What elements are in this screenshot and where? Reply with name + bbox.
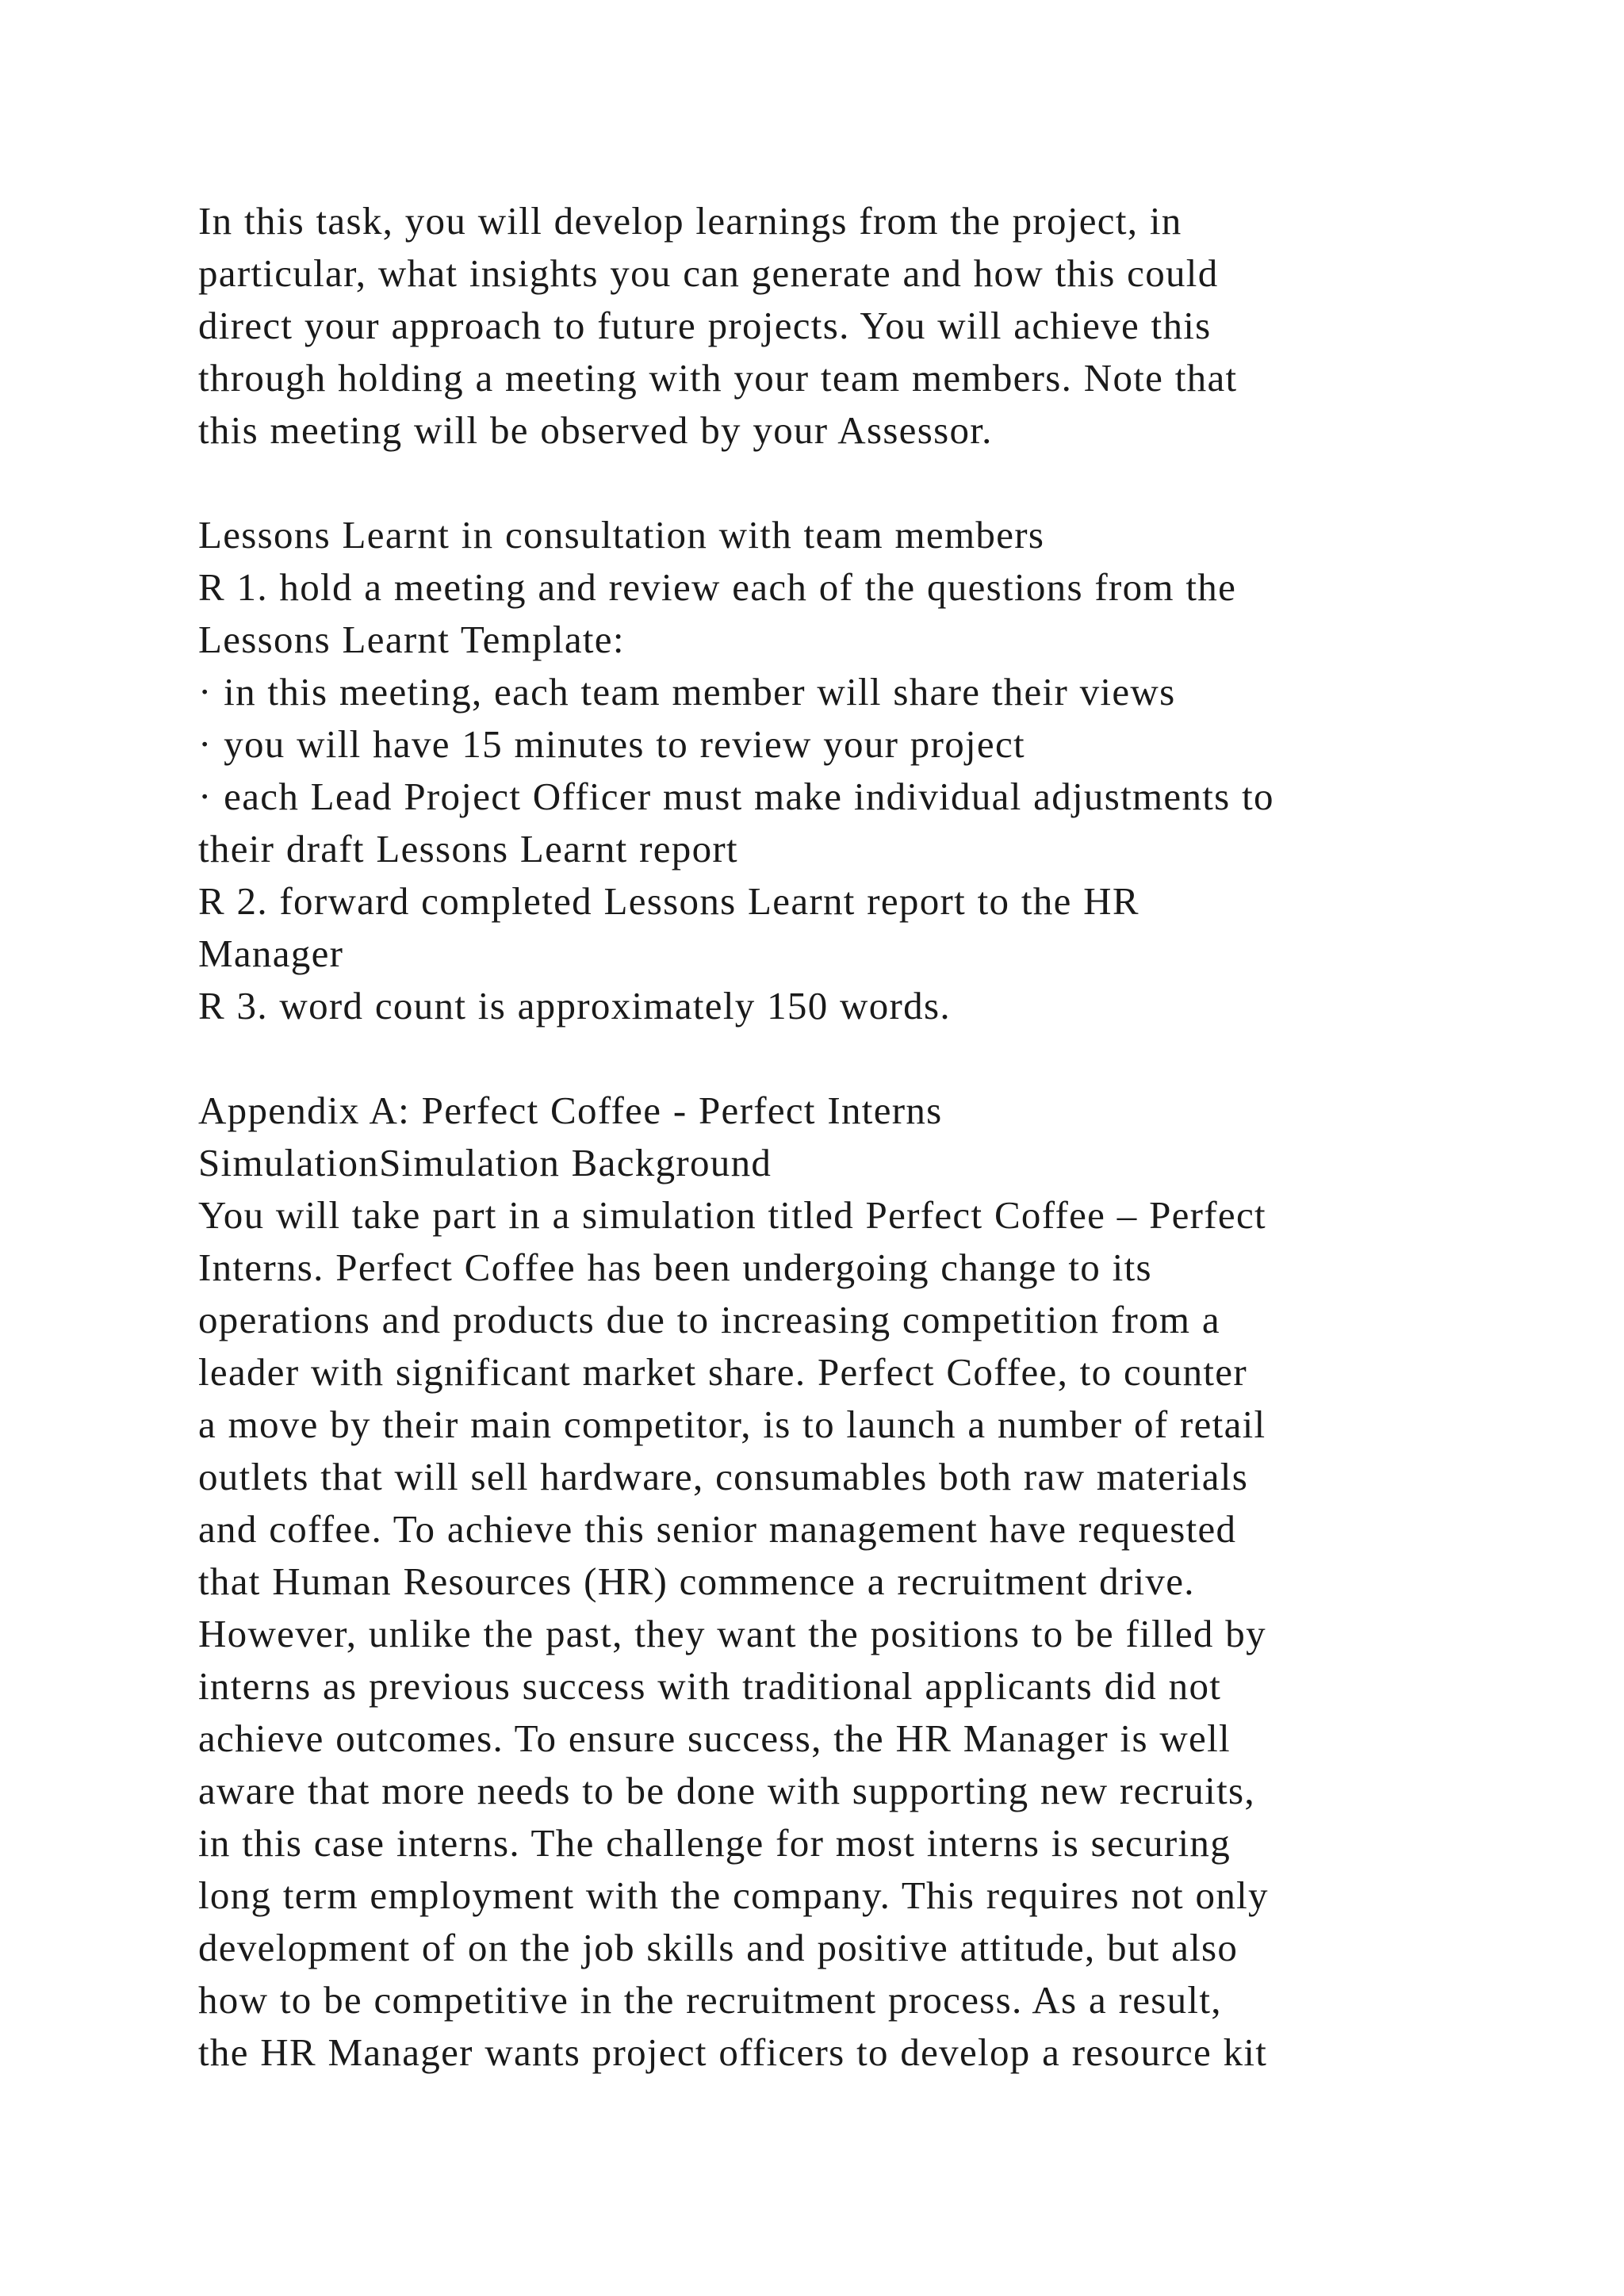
text-line: R 1. hold a meeting and review each of the questions from the [198,565,1237,609]
appendix-section [198,1085,1499,2079]
bullet-item: · in this meeting, each team member will share their views [198,670,1176,714]
text-line: long term employment with the company. This requires not only [198,1873,1269,1917]
text-line: particular, what insights you can generate and how this could [198,251,1219,295]
text-line: outlets that will sell hardware, consumables both raw materials [198,1455,1249,1498]
text-line: and coffee. To achieve this senior management have requested [198,1507,1237,1551]
text-line: direct your approach to future projects. You will achieve this [198,304,1212,347]
text-line: achieve outcomes. To ensure success, the HR Manager is well [198,1716,1231,1760]
bullet-item: · each Lead Project Officer must make individual adjustments to [198,775,1274,818]
section-heading: Appendix A: Perfect Coffee - Perfect Interns [198,1089,943,1132]
intro-paragraph [198,195,1499,457]
text-line: R 2. forward completed Lessons Learnt report to the HR [198,879,1139,923]
text-line: Manager [198,932,344,975]
text-line: Lessons Learnt Template: [198,618,625,661]
text-line: the HR Manager wants project officers to develop a resource kit [198,2030,1268,2074]
text-line: development of on the job skills and positive attitude, but also [198,1926,1239,1969]
text-line: Interns. Perfect Coffee has been undergoing change to its [198,1246,1152,1289]
text-line: interns as previous success with traditional applicants did not [198,1664,1222,1708]
text-line: that Human Resources (HR) commence a recruitment drive. [198,1559,1195,1603]
text-line: through holding a meeting with your team members. Note that [198,356,1238,400]
text-line: In this task, you will develop learnings from the project, in [198,199,1182,243]
section-heading: Lessons Learnt in consultation with team members [198,513,1045,557]
text-line: aware that more needs to be done with supporting new recruits, [198,1769,1255,1812]
text-line: in this case interns. The challenge for most interns is securing [198,1821,1231,1865]
section-subheading: SimulationSimulation Background [198,1141,772,1184]
text-line: their draft Lessons Learnt report [198,827,738,871]
text-line: how to be competitive in the recruitment process. As a result, [198,1978,1222,2022]
text-line: a move by their main competitor, is to launch a number of retail [198,1402,1266,1446]
paragraph-spacer [198,1032,1499,1085]
text-line: operations and products due to increasing competition from a [198,1298,1220,1341]
bullet-item: · you will have 15 minutes to review your project [198,722,1025,766]
text-line: You will take part in a simulation titled Perfect Coffee – Perfect [198,1193,1266,1237]
text-line: However, unlike the past, they want the positions to be filled by [198,1612,1266,1655]
text-line: R 3. word count is approximately 150 words. [198,984,951,1027]
text-line: this meeting will be observed by your Assessor. [198,408,993,452]
paragraph-spacer [198,457,1499,509]
document-body [198,195,1499,2079]
lessons-section [198,509,1499,1032]
text-line: leader with significant market share. Perfect Coffee, to counter [198,1350,1247,1394]
